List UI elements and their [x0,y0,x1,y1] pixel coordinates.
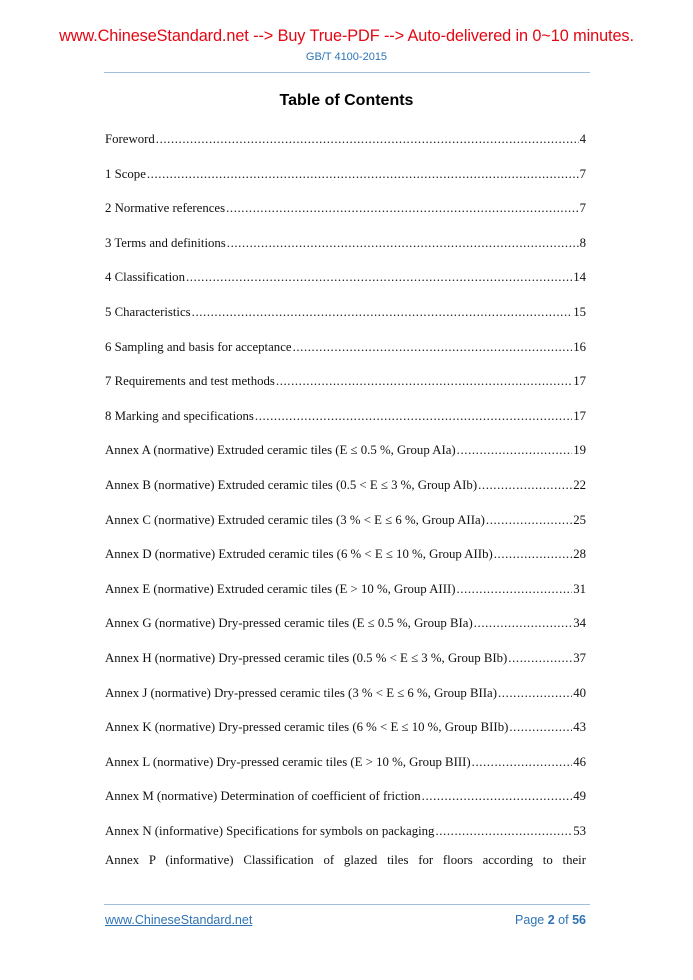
toc-entry-page: 19 [573,443,586,458]
toc-entry-label: 5 Characteristics [105,304,191,319]
dot-leader [186,270,572,285]
toc-entry-page: 7 [579,166,586,181]
toc-entry-label: Annex J (normative) Dry-pressed ceramic tiles (3 % < E ≤ 6 %, Group BIIa) [105,685,497,700]
footer-site-link[interactable]: www.ChineseStandard.net [105,913,253,927]
toc-entry-label: Annex E (normative) Extruded ceramic tiles (E > 10 %, Group AIII) [105,581,456,596]
toc-entry-label: 6 Sampling and basis for acceptance [105,339,292,354]
dot-leader [156,132,579,147]
toc-entry[interactable] [105,755,586,790]
toc-entry-page: 22 [573,477,586,492]
toc-entry-page: 17 [573,408,586,423]
toc-entry-label: Annex D (normative) Extruded ceramic tiles (6 % < E ≤ 10 %, Group AIIb) [105,547,493,562]
dot-leader [457,443,573,458]
dot-leader [456,582,572,597]
toc-entry[interactable] [105,478,586,513]
dot-leader [486,513,572,528]
dot-leader [255,409,572,424]
dot-leader [227,236,579,251]
toc-entry-page: 53 [573,823,586,838]
toc-entry-page: 17 [573,374,586,389]
dot-leader [435,824,572,839]
toc-entry-label: 8 Marking and specifications [105,408,254,423]
toc-entry-page: 49 [573,789,586,804]
toc-entry-page: 28 [573,547,586,562]
toc-entry-label: Annex G (normative) Dry-pressed ceramic tiles (E ≤ 0.5 %, Group BIa) [105,616,473,631]
page-prefix: Page [515,913,545,927]
dot-leader [293,340,573,355]
toc-entry-label: 4 Classification [105,270,185,285]
dot-leader [147,167,579,182]
dot-leader [478,478,572,493]
toc-entry-label: Annex L (normative) Dry-pressed ceramic tiles (E > 10 %, Group BIII) [105,754,471,769]
dot-leader [422,789,573,804]
toc-entry-page: 43 [573,720,586,735]
toc-entry[interactable] [105,616,586,651]
toc-entry-page: 46 [573,754,586,769]
dot-leader [226,201,579,216]
toc-entry-label: 3 Terms and definitions [105,235,226,250]
toc-entry-page: 16 [573,339,586,354]
footer-divider [104,904,590,905]
toc-entry-label: Annex K (normative) Dry-pressed ceramic tiles (6 % < E ≤ 10 %, Group BIIb) [105,720,509,735]
toc-entry[interactable] [105,513,586,548]
toc-entry[interactable] [105,651,586,686]
toc-entry[interactable] [105,720,586,755]
page-current: 2 [547,913,555,927]
page-total: 56 [572,913,586,927]
toc-entry[interactable] [105,167,586,202]
toc-list [105,132,586,858]
toc-entry[interactable] [105,201,586,236]
page-of: of [558,913,569,927]
toc-entry[interactable] [105,443,586,478]
toc-entry-label: 7 Requirements and test methods [105,374,275,389]
toc-entry-label: Foreword [105,132,155,146]
dot-leader [498,686,572,701]
toc-entry[interactable] [105,547,586,582]
toc-entry-label: 1 Scope [105,166,146,181]
toc-entry-page: 4 [579,132,586,146]
toc-entry-page: 34 [573,616,586,631]
dot-leader [508,651,572,666]
page-indicator [515,913,586,927]
toc-entry-page: 25 [573,512,586,527]
toc-entry[interactable] [105,582,586,617]
toc-entry[interactable] [105,132,586,167]
toc-entry-page: 31 [573,581,586,596]
toc-entry[interactable] [105,409,586,444]
toc-entry-label: Annex N (informative) Specifications for symbols on packaging [105,823,435,838]
toc-entry-label: Annex M (normative) Determination of coefficient of friction [105,789,421,804]
dot-leader [509,720,572,735]
toc-entry-label: Annex H (normative) Dry-pressed ceramic tiles (0.5 % < E ≤ 3 %, Group BIb) [105,650,508,665]
header-divider [104,72,590,73]
dot-leader [494,547,572,562]
toc-entry[interactable] [105,686,586,721]
toc-entry-page: 8 [579,235,586,250]
toc-entry[interactable] [105,305,586,340]
toc-entry-page: 37 [573,650,586,665]
toc-entry[interactable] [105,270,586,305]
toc-entry[interactable] [105,236,586,271]
dot-leader [192,305,573,320]
toc-title: Table of Contents [279,92,414,109]
toc-entry-label: Annex C (normative) Extruded ceramic tiles (3 % < E ≤ 6 %, Group AIIa) [105,512,485,527]
toc-entry-page: 15 [573,304,586,319]
toc-entry-label: Annex A (normative) Extruded ceramic tiles (E ≤ 0.5 %, Group AIa) [105,443,456,458]
toc-entry-page: 40 [573,685,586,700]
dot-leader [276,374,572,389]
toc-entry-page: 7 [579,201,586,216]
standard-code: GB/T 4100-2015 [305,51,388,63]
toc-entry[interactable] [105,789,586,824]
promo-banner: www.ChineseStandard.net --> Buy True-PDF --> Auto-delivered in 0~10 minutes. [59,27,634,45]
toc-entry-label: Annex B (normative) Extruded ceramic tiles (0.5 < E ≤ 3 %, Group AIb) [105,477,478,492]
dot-leader [474,616,572,631]
toc-entry[interactable] [105,374,586,409]
toc-entry-page: 14 [573,270,586,285]
toc-entry-partial[interactable]: Annex P (informative) Classification of glazed tiles for floors according to their [105,853,586,867]
toc-entry-label: 2 Normative references [105,201,226,216]
toc-entry[interactable] [105,340,586,375]
dot-leader [472,755,573,770]
